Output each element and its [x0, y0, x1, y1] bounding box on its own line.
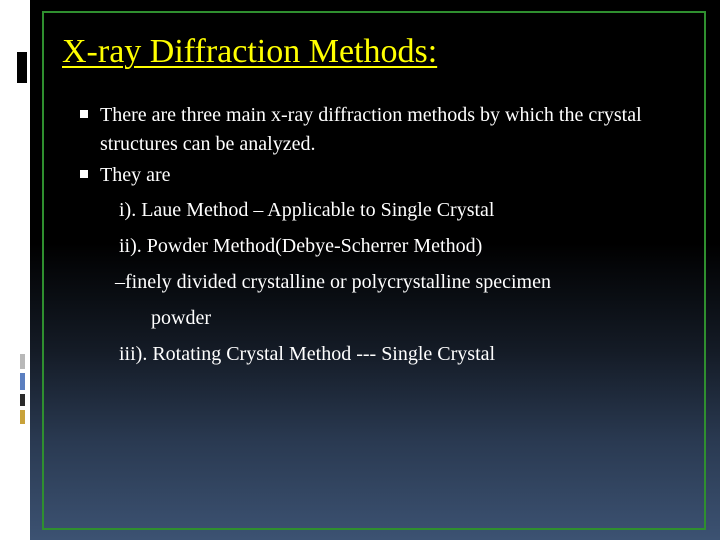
method-item-powder-detail: –finely divided crystalline or polycrystalline specimen	[115, 271, 551, 293]
decorative-block	[17, 52, 27, 83]
decorative-bar-dark	[20, 394, 25, 406]
method-item-powder: ii). Powder Method(Debye-Scherrer Method)	[119, 235, 483, 257]
method-item-rotating-crystal: iii). Rotating Crystal Method --- Single Crystal	[119, 343, 496, 365]
slide-title: X-ray Diffraction Methods:	[62, 33, 438, 70]
bullet-item	[80, 101, 680, 159]
square-bullet-icon	[80, 170, 88, 178]
decorative-bar-gold	[20, 410, 25, 424]
bullet-item	[80, 161, 680, 190]
decorative-bar-gray	[20, 354, 25, 369]
method-item-laue: i). Laue Method – Applicable to Single Crystal	[119, 199, 495, 221]
bullet-text: They are	[100, 164, 171, 186]
method-item-powder-detail-cont: powder	[151, 307, 211, 329]
bullet-text: There are three main x-ray diffraction methods by which the crystal structures can be analyzed.	[100, 104, 642, 155]
square-bullet-icon	[80, 110, 88, 118]
slide-content	[80, 101, 680, 372]
decorative-bar-blue	[20, 373, 25, 390]
